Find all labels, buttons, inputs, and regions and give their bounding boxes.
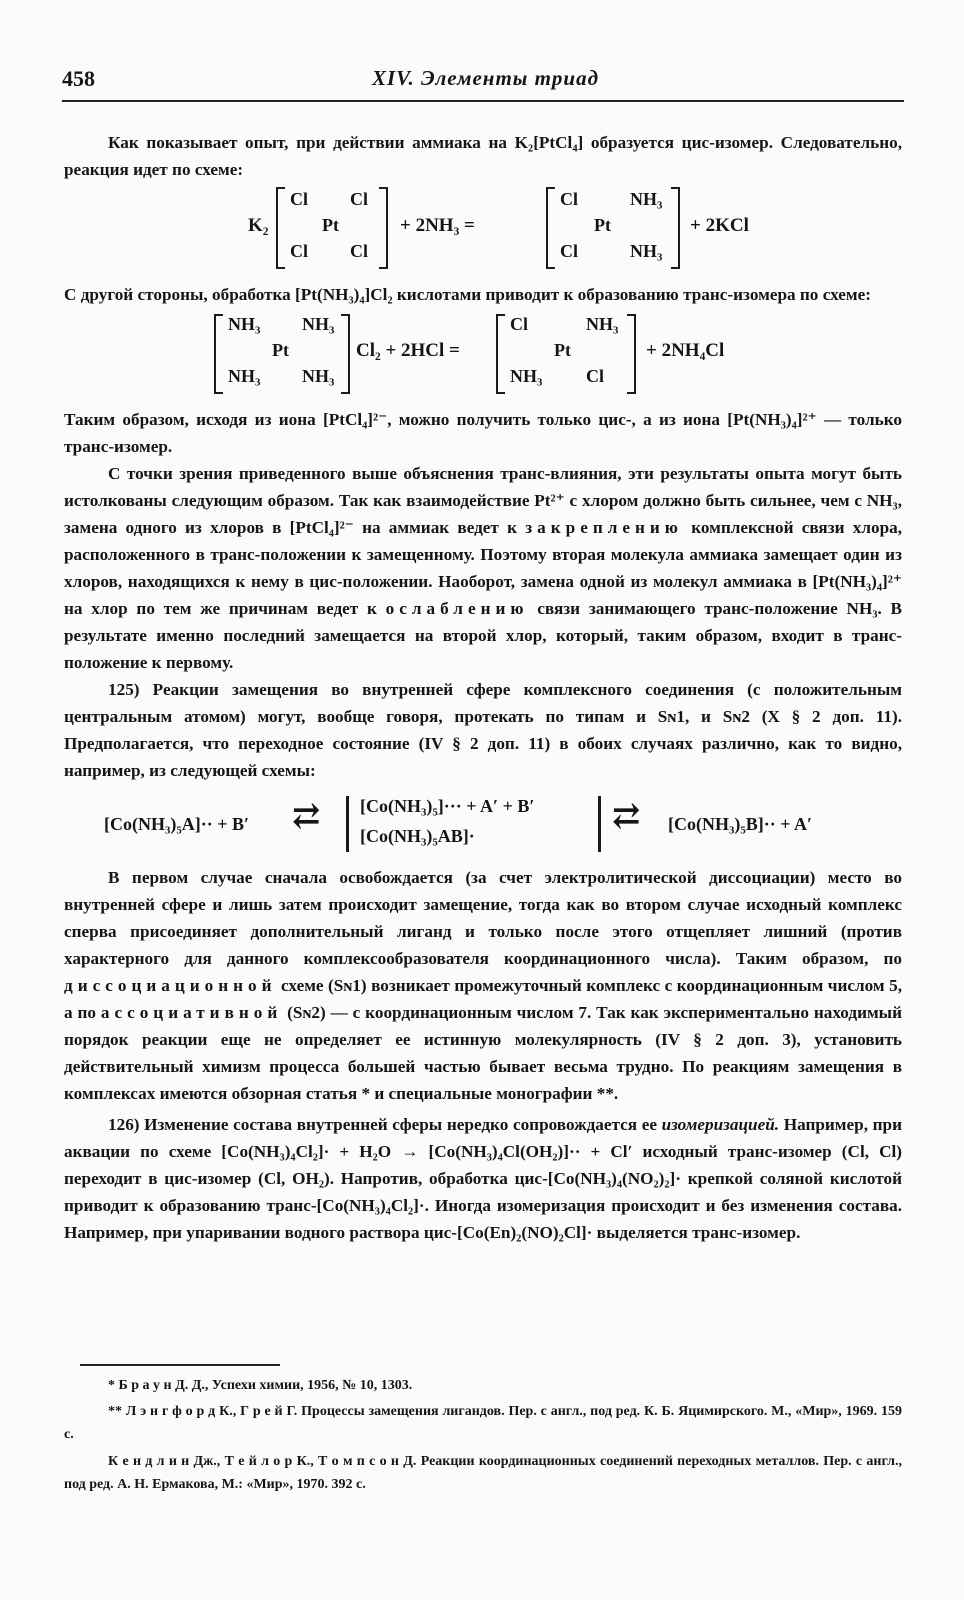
paragraph: Как показывает опыт, при действии аммиака на K₂[PtCl₄] образуется цис-изомер. Следовательно, реакция идет по схеме: <box>64 133 902 179</box>
paragraph: В первом случае сначала освобождается (за счет электролитической диссоциации) место во внутренней сфере и лишь затем происходит замещение, тогда как во втором случае исходный комплекс сперва присоединяет дополнительный лиганд и только после этого отщепляет лишний (против характерного для данного комплексообразователя координационного числа). Таким образом, по диссоциационной схеме (Sɴ1) возникает промежуточный комплекс с координационным числом 5, а по ассоциативной (Sɴ2) — с координационным числом 7. Так как экспериментально находимый порядок реакции еще не определяет ее истинную молекулярность (IV § 2 доп. 3), установить действительный химизм процесса большей частью бывает весьма трудно. По реакциям замещения в комплексах имеются обзорная статья * и специальные монографии **. <box>64 868 902 1103</box>
eq1-left-complex: Cl Cl Pt Cl Cl <box>276 187 388 269</box>
page-number: 458 <box>62 66 95 91</box>
running-title: XIV. Элементы триад <box>372 66 600 90</box>
eq1-mid: + 2NH₃ = <box>400 215 475 236</box>
paragraph: 125) Реакции замещения во внутренней сфере комплексного соединения (с положительным центральным атомом) могут, вообще говоря, протекать по типам и Sɴ1, и Sɴ2 (X § 2 доп. 11). Предполагается, что переходное состояние (IV § 2 доп. 11) в обоих случаях различно, как то видно, например, из следующей схемы: <box>64 680 902 780</box>
footnote-1: * Б р а у н Д. Д., Успехи химии, 1956, № 10, 1303. <box>108 1378 413 1393</box>
eq1-tail: + 2KCl <box>690 215 749 236</box>
eq3-bar-left <box>346 796 349 852</box>
paragraph: С другой стороны, обработка [Pt(NH₃)₄]Cl₂ кислотами приводит к образованию транс-изомера по схеме: <box>64 285 871 304</box>
eq3-bottom: [Co(NH₃)₅AB]· <box>360 826 475 846</box>
eq3-right: [Co(NH₃)₅B]·· + A′ <box>668 814 813 834</box>
spaced-emphasis: ассоциативной <box>100 1003 283 1022</box>
equation-1 <box>64 183 902 273</box>
eq2-right-complex: Cl NH₃ Pt NH₃ Cl <box>496 314 636 394</box>
paragraph: С точки зрения приведенного выше объяснения транс-влияния, эти результаты опыта могут быть истолкованы следующим образом. Так как взаимодействие Pt²⁺ с хлором должно быть сильнее, чем с NH₃, замена одного из хлоров в [PtCl₄]²⁻ на аммиак ведет к закреплению комплексной связи хлора, расположенного в транс-положении к замещенному. Поэтому вторая молекула аммиака замещает один из хлоров, находящихся к нему в цис-положении. Наоборот, замена одной из молекул аммиака в [Pt(NH₃)₄]²⁺ на хлор по тем же причинам ведет к ослаблению связи занимающего транс-положение NH₃. В результате именно последний замещается на второй хлор, который, таким образом, входит в транс-положение к первому. <box>64 464 903 672</box>
body-text <box>64 115 902 1246</box>
eq2-left-complex: NH₃ NH₃ Pt NH₃ NH₃ <box>214 314 350 394</box>
equation-3 <box>64 784 902 862</box>
equilibrium-arrow-icon: ⇄ <box>612 798 641 835</box>
footnote-3: К е н д л и н Дж., Т е й л о р К., Т о м п с о н Д. Реакции координационных соединений переходных металлов. Пер. с англ., под ред. А. Н. Ермакова, М.: «Мир», 1970. 392 с. <box>64 1454 902 1492</box>
eq1-right-complex: Cl NH₃ Pt Cl NH₃ <box>546 187 680 269</box>
eq3-top: [Co(NH₃)₅]··· + A′ + B′ <box>360 796 535 816</box>
eq1-k2: K₂ <box>248 215 269 236</box>
footnote-rule <box>80 1364 280 1366</box>
page-header <box>62 66 902 96</box>
header-rule <box>62 100 904 102</box>
eq3-left: [Co(NH₃)₅A]·· + B′ <box>104 814 250 834</box>
paragraph: Таким образом, исходя из иона [PtCl₄]²⁻, можно получить только цис-, а из иона [Pt(NH₃)₄]²⁺ — только транс-изомер. <box>64 410 902 456</box>
eq2-tail: + 2NH₄Cl <box>646 340 725 361</box>
footnote-2: ** Л э н г ф о р д К., Г р е й Г. Процессы замещения лигандов. Пер. с англ., под ред. К. Б. Яцимирского. М., «Мир», 1969. 159 с. <box>64 1404 903 1442</box>
italic-term: изомеризацией. <box>661 1115 780 1134</box>
paragraph: 126) Изменение состава внутренней сферы нередко сопровождается ее изомеризацией. Например, при аквации по схеме [Co(NH₃)₄Cl₂]· + H₂O → [Co(NH₃)₄Cl(OH₂)]·· + Cl′ исходный транс-изомер (Cl, Cl) переходит в цис-изомер (Cl, OH₂). Напротив, обработка цис-[Co(NH₃)₄(NO₂)₂]· крепкой соляной кислотой приводит к образованию транс-[Co(NH₃)₄Cl₂]·. Иногда изомеризация происходит и без изменения состава. Например, при упаривании водного раствора цис-[Co(En)₂(NO)₂Cl]· выделяется транс-изомер. <box>64 1115 902 1242</box>
eq2-mid: Cl₂ + 2HCl = <box>356 340 460 361</box>
spaced-emphasis: ослаблению <box>385 599 529 618</box>
eq3-bar-right <box>598 796 601 852</box>
equilibrium-arrow-icon: ⇄ <box>292 798 321 835</box>
equation-2 <box>64 308 902 400</box>
spaced-emphasis: диссоциационной <box>64 976 277 995</box>
spaced-emphasis: закреплению <box>525 518 683 537</box>
